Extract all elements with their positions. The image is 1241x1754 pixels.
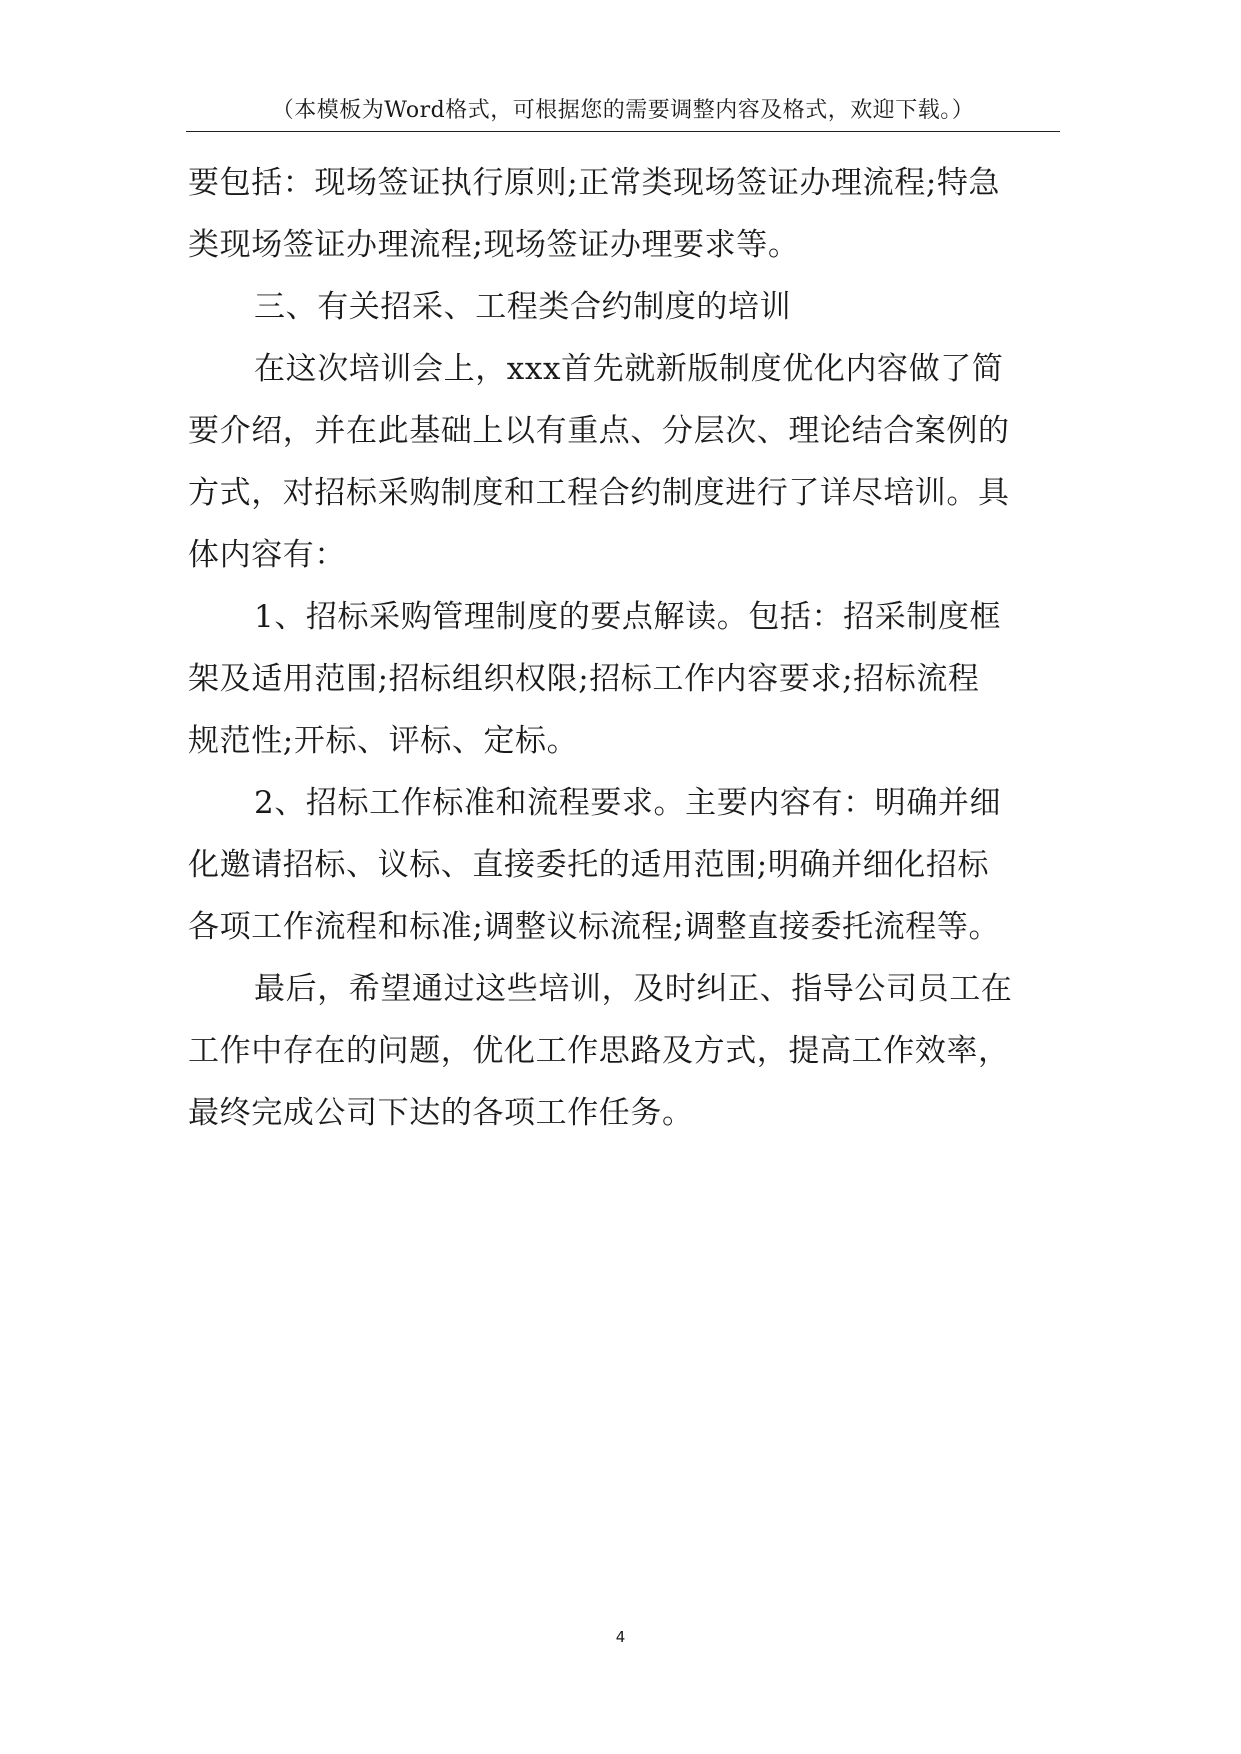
body-line: 类现场签证办理流程;现场签证办理要求等。: [188, 227, 800, 263]
body-line: 最后，希望通过这些培训，及时纠正、指导公司员工在: [254, 971, 1013, 1007]
body-line: 规范性;开标、评标、定标。: [188, 723, 579, 759]
section-heading: 三、有关招采、工程类合约制度的培训: [254, 289, 792, 325]
body-line: 体内容有：: [188, 537, 346, 573]
body-line: 方式，对招标采购制度和工程合约制度进行了详尽培训。具: [188, 475, 1010, 511]
body-line: 各项工作流程和标准;调整议标流程;调整直接委托流程等。: [188, 909, 1001, 945]
header-divider: [186, 131, 1060, 132]
body-line: 最终完成公司下达的各项工作任务。: [188, 1095, 694, 1131]
body-line: 化邀请招标、议标、直接委托的适用范围;明确并细化招标: [188, 847, 990, 883]
body-line: 架及适用范围;招标组织权限;招标工作内容要求;招标流程: [188, 661, 980, 697]
body-line: 2、招标工作标准和流程要求。主要内容有：明确并细: [254, 785, 1002, 821]
body-line: 1、招标采购管理制度的要点解读。包括：招采制度框: [254, 599, 1002, 635]
page-number: 4: [615, 1628, 626, 1646]
body-line: 在这次培训会上，xxx首先就新版制度优化内容做了简: [254, 351, 1004, 387]
document-body: [188, 152, 1068, 1144]
header-note: （本模板为Word格式，可根据您的需要调整内容及格式，欢迎下载。）: [271, 98, 975, 123]
body-line: 要包括：现场签证执行原则;正常类现场签证办理流程;特急: [188, 165, 1001, 201]
body-line: 要介绍，并在此基础上以有重点、分层次、理论结合案例的: [188, 413, 1010, 449]
body-line: 工作中存在的问题，优化工作思路及方式，提高工作效率，: [188, 1033, 1010, 1069]
